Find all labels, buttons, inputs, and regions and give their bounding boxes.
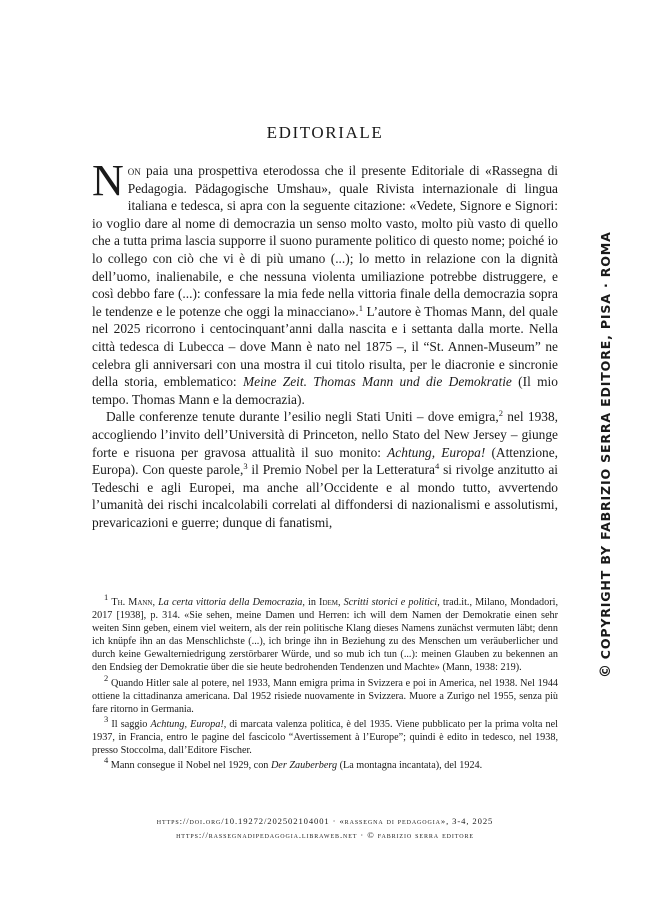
footnote-idem: Idem <box>319 597 338 608</box>
footnote-volume-title: Scritti storici e politici <box>343 597 438 608</box>
footnote-lead: Il saggio <box>111 718 151 730</box>
paragraph-1-text-c: (Il mio tempo. Thomas Mann e la democrazia). <box>92 374 558 407</box>
footnote-2 <box>92 672 559 716</box>
footnote-number: 3 <box>104 713 109 724</box>
footnote-ref-4[interactable]: 4 <box>434 461 440 472</box>
footnote-ref-2[interactable]: 2 <box>498 408 503 419</box>
footnote-italic: Achtung, Europa! <box>150 718 224 730</box>
essay-title: Achtung, Europa! <box>387 444 486 460</box>
footnote-number: 1 <box>104 592 109 602</box>
footnote-author: Th. Mann <box>111 597 153 608</box>
page-title: EDITORIALE <box>266 123 384 142</box>
footnote-number: 2 <box>104 672 109 683</box>
copyright-text: COPYRIGHT BY FABRIZIO SERRA EDITORE, PISA · ROMA <box>598 231 613 660</box>
paragraph-2-text-e: si rivolge anzitutto ai Tedeschi e agli Europei, ma anche all’Occidente e al mondo tutto, avvertendo l’umanità dei rischi incalcolabili correlati al diffondersi di nazionalismi e assolutismi, prevaricazioni e guerre; dunque di fanatismi, <box>92 462 558 530</box>
article-body <box>92 156 559 531</box>
drop-cap: N <box>92 156 124 205</box>
copyright-icon: © <box>598 663 614 678</box>
footer-doi-line[interactable]: https://doi.org/10.19272/202502104001 · «rassegna di pedagogia», 3-4, 2025 <box>156 816 494 826</box>
footnotes <box>92 592 559 774</box>
exhibition-title: Meine Zeit. Thomas Mann und die Demokratie <box>242 374 512 390</box>
copyright-banner <box>598 231 614 678</box>
paragraph-1 <box>92 156 558 408</box>
footnote-text: , di marcata valenza politica, è del 1935. Viene pubblicato per la prima volta nel 1937, in Francia, entro le pagine del fascicolo “Avertissement à l’Europe”; quindi è edito in tedesco, nel 1938, presso Stoccolma, dall’Editore Fischer. <box>92 718 558 757</box>
footnote-sep: , <box>338 597 344 608</box>
paragraph-1-text-a: paia una prospettiva eterodossa che il presente Editoriale di «Rassegna di Pedagogia. Pädagogische Umshau», quale Rivista internazionale di lingua italiana e tedesca, si apra con la seguente citazione: «Vedete, Signore e Signori: io voglio dare al nome di democrazia un senso molto vasto, molto più vasto di quello che a tutta prima lascia supporre il suono puramente politico di questo nome; poiché io lo collego con ciò che vi è di più umano (...); lo metto in relazione con la dignità dell’uomo, inalienabile, e che nessuna violenta umiliazione potrebbe distruggere, e così debbo fare (...): confessare la mia fede nella vittoria finale della democrazia sopra le tendenze e le potenze che oggi la minacciano». <box>92 163 558 319</box>
paragraph-2-text-a: Dalle conferenze tenute durante l’esilio negli Stati Uniti – dove emigra, <box>106 409 499 425</box>
footnote-3 <box>92 713 558 757</box>
footnote-ref-1[interactable]: 1 <box>358 302 363 313</box>
lead-in: on <box>127 163 141 178</box>
page-footer <box>92 814 558 842</box>
footnote-lead: Mann consegue il Nobel nel 1929, con <box>110 760 271 772</box>
footnote-1 <box>92 592 559 675</box>
paragraph-2-text-d: il Premio Nobel per la Letteratura <box>247 462 435 478</box>
footnote-work-title: La certa vittoria della Democrazia <box>158 597 303 608</box>
footer-site-line[interactable]: https://rassegnadipedagogia.libraweb.net · © fabrizio serra editore <box>176 830 474 840</box>
paragraph-2-text-c: (Attenzione, Europa). Con queste parole, <box>92 444 558 478</box>
footnote-sep: , <box>152 597 159 608</box>
footnote-text: , trad.it., Milano, Mondadori, 2017 [1938], p. 314. «Sie sehen, meine Damen und Herren: ich will dem Namen der Demokratie einen sehr weiten Sinn geben, einem viel weitern, als der rein politische Klang dieses Namens zunächst vermuten läbt; denn ich knüpfe ihn an das Menschlichste (...), ich bringe ihn in Beziehung zu des Menschen um veräuberlicher und durch keine Gewalterniedrigung zerstörbarer Würde, und so mub ich tun (...): meinen Glauben zu bekennen an den Endsieg der Demokratie über die sie heute bedrohenden Tendenzen und Machte» (Mann, 1938: 219). <box>92 597 559 674</box>
footnote-italic: Der Zauberberg <box>270 760 338 772</box>
footnote-number: 4 <box>104 755 109 766</box>
footnote-sep: , in <box>302 597 320 608</box>
paragraph-2-text-b: nel 1938, accogliendo l’invito dell’Università di Princeton, nello Stato del New Jersey – giunge forte e risuona per gravosa attualità il suo monito: <box>92 409 559 460</box>
footnote-4 <box>92 755 558 772</box>
footnote-text: (La montagna incantata), del 1924. <box>337 760 483 772</box>
paragraph-1-text-b: L’autore è Thomas Mann, del quale nel 2025 ricorrono i centocinquant’anni dalla nascita e i settanta dalla morte. Nella città tedesca di Lubecca – dove Mann è nato nel 1875 –, il “St. Annen-Museum” ne celebra gli anniversari con una mostra il cui titolo risulta, per le diacronie e sincronie della storia, emblematico: <box>92 303 558 390</box>
footnote-text: Quando Hitler sale al potere, nel 1933, Mann emigra prima in Svizzera e poi in America, nel 1938. Nel 1944 ottiene la cittadinanza americana. Dal 1952 risiede nuovamente in Svizzera. Muore a Zurigo nel 1955, senza più fare ritorno in Germania. <box>92 677 559 715</box>
paragraph-2 <box>92 408 558 531</box>
footnote-ref-3[interactable]: 3 <box>243 461 248 472</box>
